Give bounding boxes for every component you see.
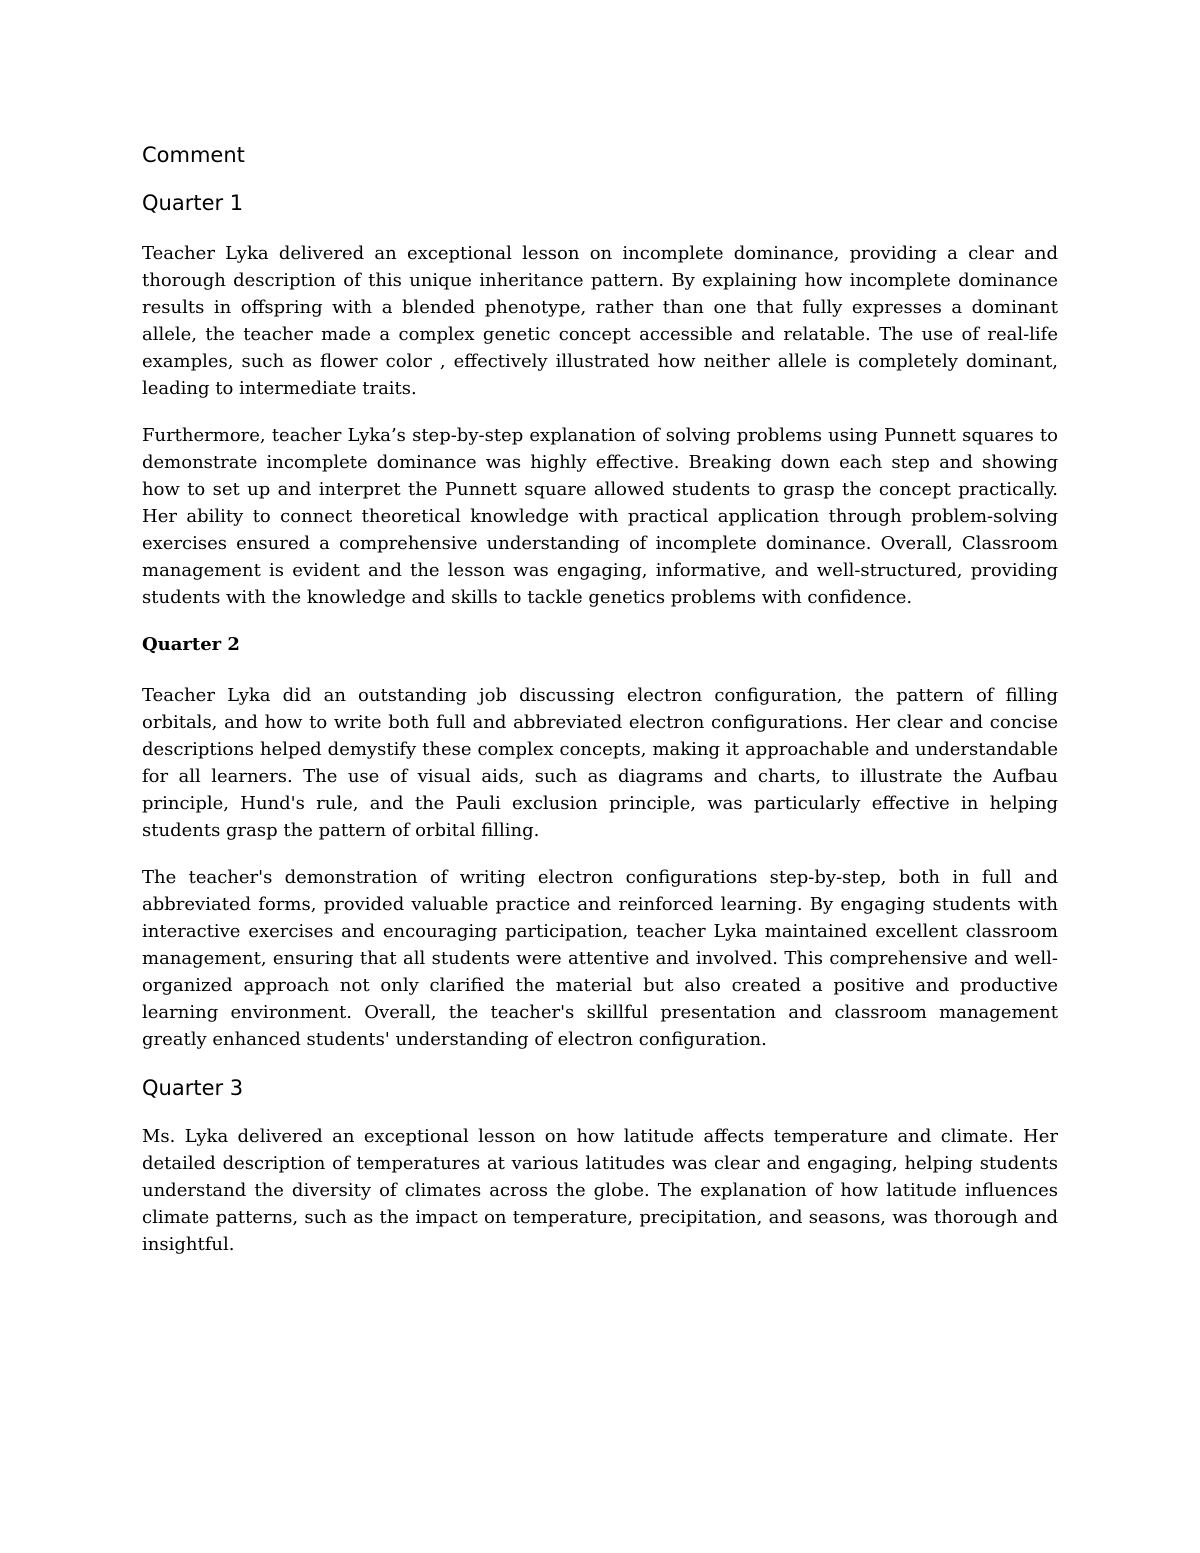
quarter-1-paragraph-1: Teacher Lyka delivered an exceptional lesson on incomplete dominance, providing a clear and thorough description of this unique inheritance pattern. By explaining how incomplete dominance results in offspring with a blended phenotype, rather than one that fully expresses a dominant allele, the teacher made a complex genetic concept accessible and relatable. The use of real-life examples, such as flower color , effectively illustrated how neither allele is completely dominant, leading to intermediate traits. (142, 243, 1058, 399)
document-page (142, 138, 1058, 1278)
quarter-3-paragraph-1: Ms. Lyka delivered an exceptional lesson on how latitude affects temperature and climate. Her detailed description of temperatures at various latitudes was clear and engaging, helping students understand the diversity of climates across the globe. The explanation of how latitude influences climate patterns, such as the impact on temperature, precipitation, and seasons, was thorough and insightful. (142, 1126, 1058, 1255)
quarter-2-paragraph-1: Teacher Lyka did an outstanding job discussing electron configuration, the pattern of filling orbitals, and how to write both full and abbreviated electron configurations. Her clear and concise descriptions helped demystify these complex concepts, making it approachable and understandable for all learners. The use of visual aids, such as diagrams and charts, to illustrate the Aufbau principle, Hund's rule, and the Pauli exclusion principle, was particularly effective in helping students grasp the pattern of orbital filling. (142, 685, 1058, 841)
section-heading-quarter-1: Quarter 1 (142, 191, 244, 215)
quarter-1-paragraph-2: Furthermore, teacher Lyka’s step-by-step explanation of solving problems using Punnett squares to demonstrate incomplete dominance was highly effective. Breaking down each step and showing how to set up and interpret the Punnett square allowed students to grasp the concept practically. Her ability to connect theoretical knowledge with practical application through problem-solving exercises ensured a comprehensive understanding of incomplete dominance. Overall, Classroom management is evident and the lesson was engaging, informative, and well-structured, providing students with the knowledge and skills to tackle genetics problems with confidence. (142, 425, 1058, 608)
document-title: Comment (142, 143, 245, 167)
section-heading-quarter-2: Quarter 2 (142, 634, 240, 655)
section-heading-quarter-3: Quarter 3 (142, 1076, 244, 1100)
quarter-2-paragraph-2: The teacher's demonstration of writing electron configurations step-by-step, both in full and abbreviated forms, provided valuable practice and reinforced learning. By engaging students with interactive exercises and encouraging participation, teacher Lyka maintained excellent classroom management, ensuring that all students were attentive and involved. This comprehensive and well-organized approach not only clarified the material but also created a positive and productive learning environment. Overall, the teacher's skillful presentation and classroom management greatly enhanced students' understanding of electron configuration. (142, 867, 1058, 1050)
